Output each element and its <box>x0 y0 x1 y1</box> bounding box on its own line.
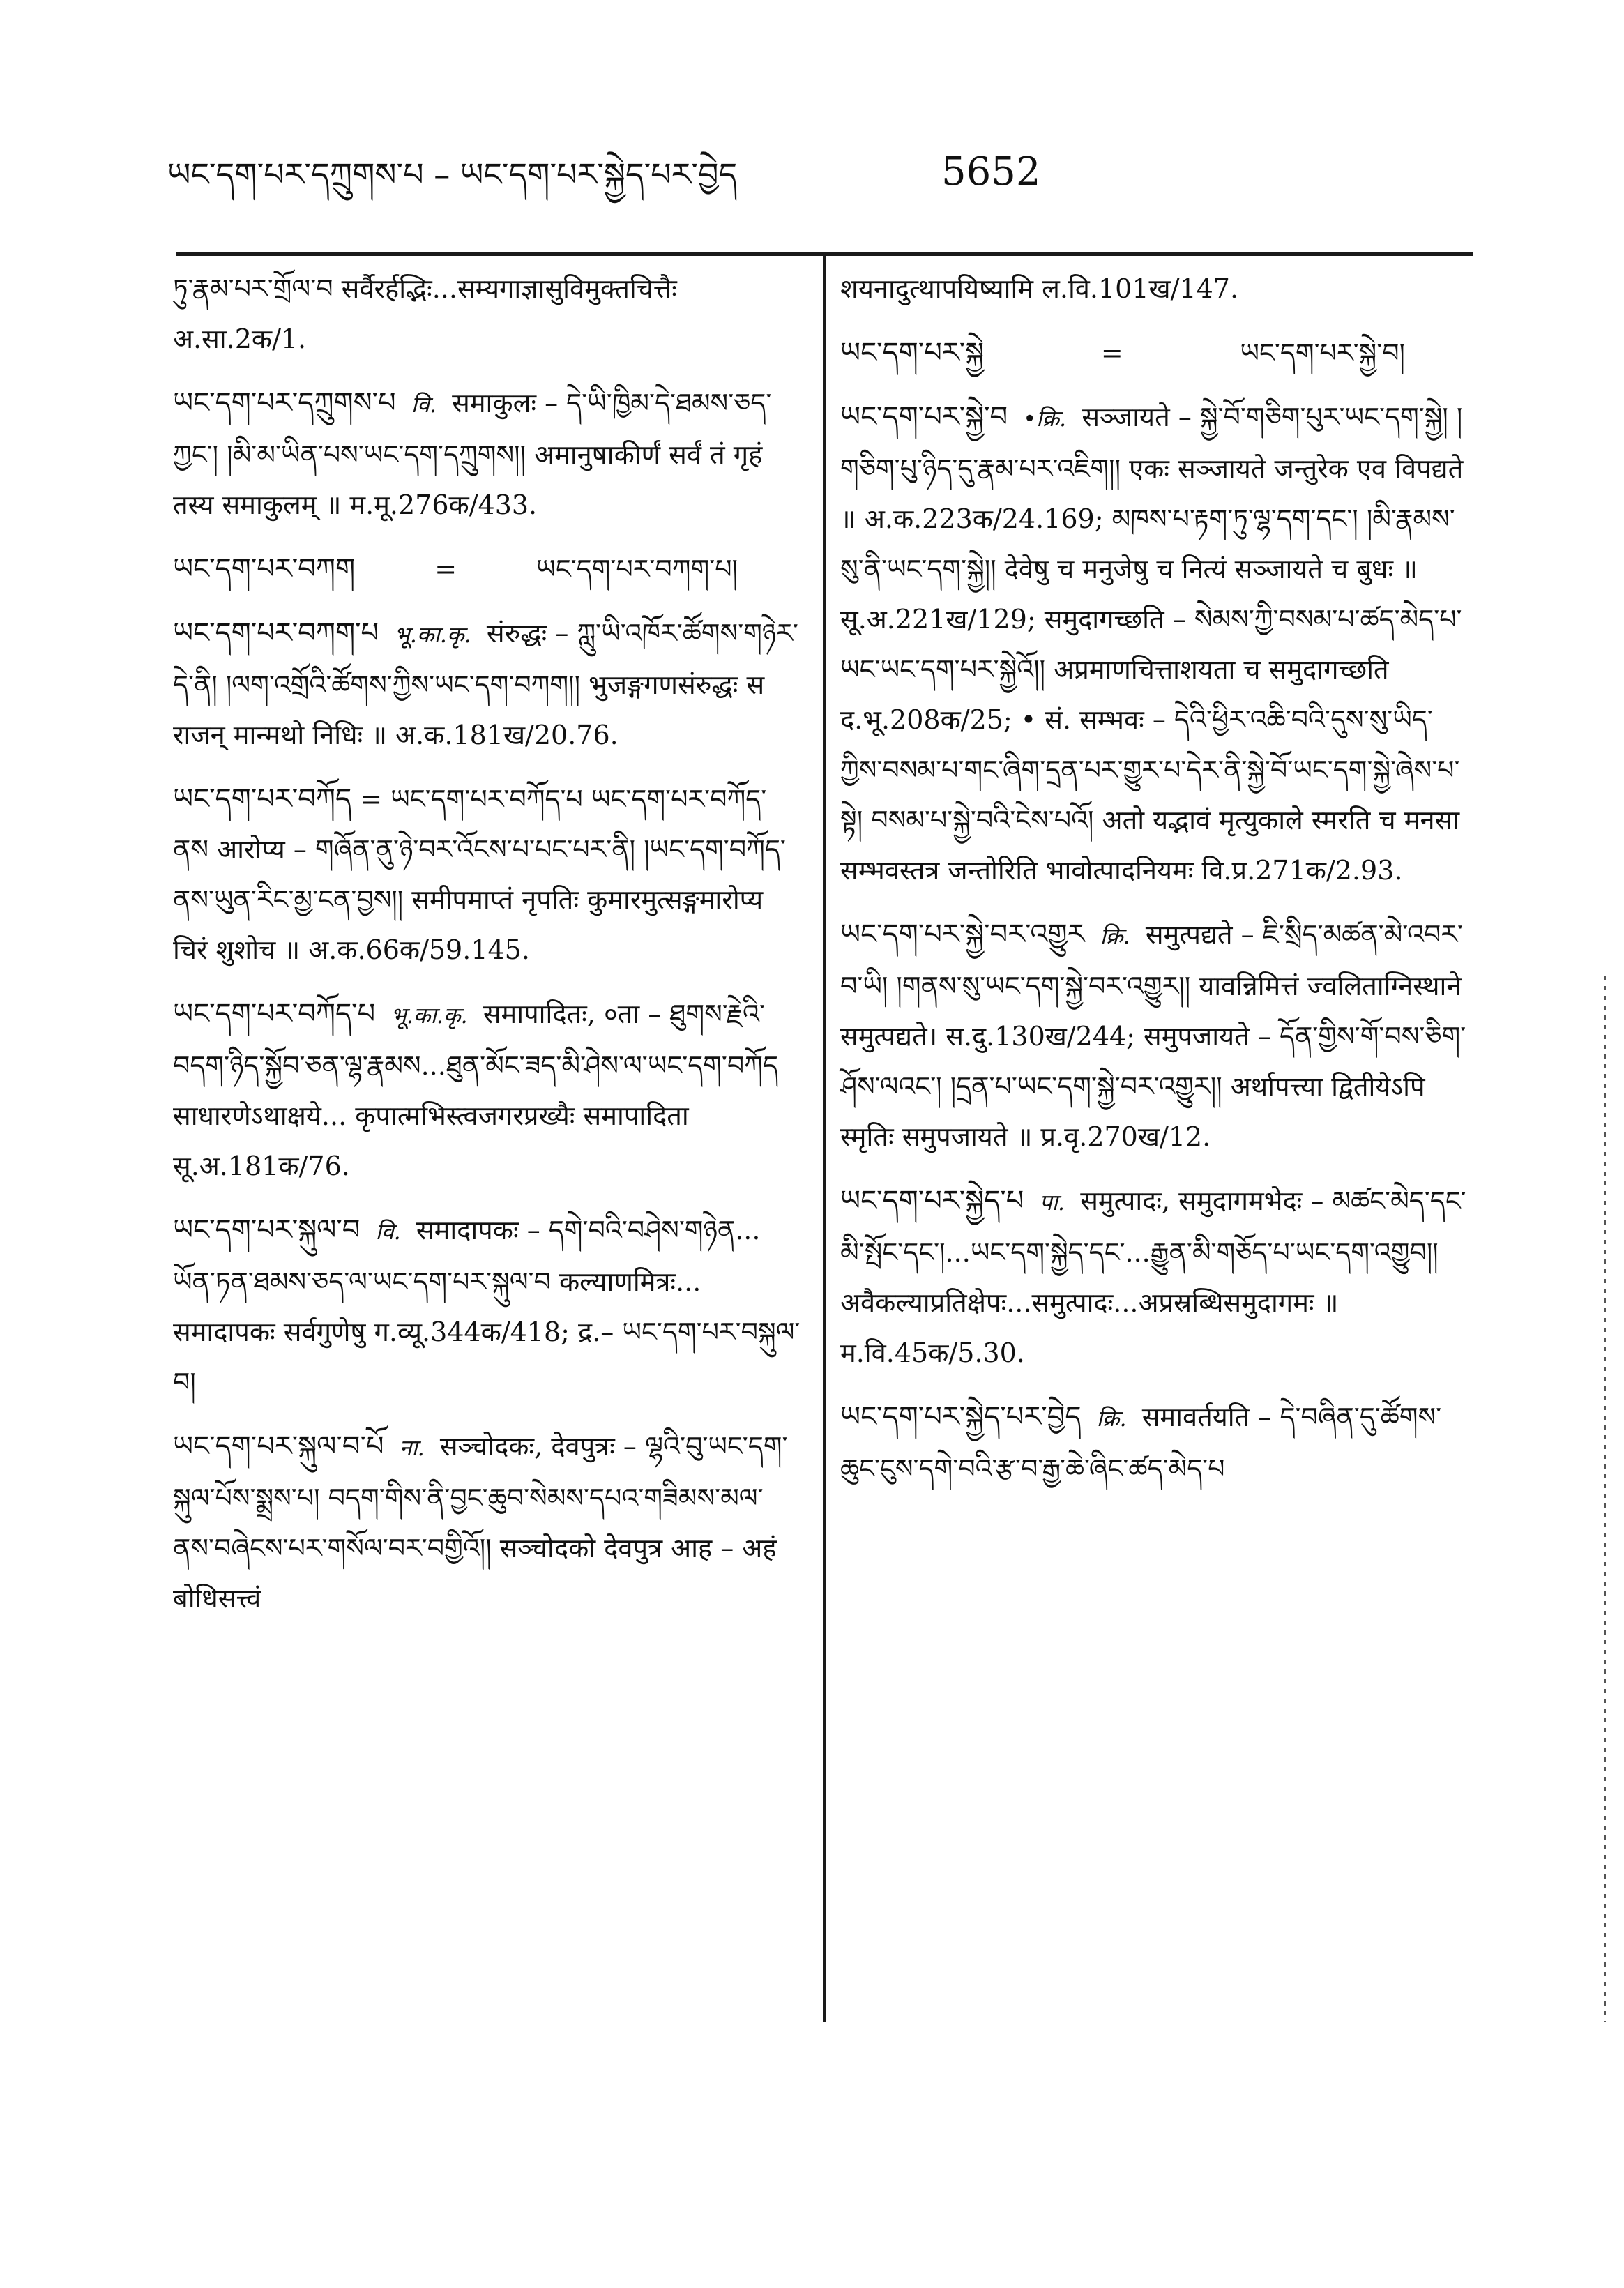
grammar-tag: •क्रि. <box>1023 405 1067 432</box>
entry-text: समुत्पादः, समुदागमभेदः – མཚང་མེད་དང་མི་སྤོང་དང་།...ཡང་དག་སྐྱེད་དང་...རྒྱུན་མི་གཅོད་པ་ཡང་དག་འགྱུབ།། अवैकल्याप्रतिक्षेपः...समुत्पादः...अप्रस्रब्धिसमुदागमः ॥ म.वि.45क/5.30. <box>840 1185 1466 1368</box>
entry-headword: ཡང་དག་པར་སྐུལ་བ་པོ <box>173 1430 384 1462</box>
entry-text: समुत्पद्यते – ཇི་སྲིད་མཚན་མེ་འབར་བ་ཡི། །གནས་སུ་ཡང་དག་སྐྱེ་བར་འགྱུར།། यावन्निमित्तं ज्वलिताग्निस्थाने समुत्पद्यते। स.दु.130ख/244; समुपजायते – དོན་གྱིས་གོ་བས་ཅིག་ཤོས་ལའང་། །དྲན་པ་ཡང་དག་སྐྱེ་བར་འགྱུར།། अर्थापत्त्या द्वितीयेऽपि स्मृतिः समुपजायते ॥ प्र.वृ.270ख/12. <box>840 919 1466 1152</box>
dictionary-entry <box>840 909 1468 1162</box>
entry-text: समादापकः – དགེ་བའི་བཤེས་གཉེན... ཡོན་ཏན་ཐམས་ཅད་ལ་ཡང་དག་པར་སྐུལ་བ कल्याणमित्रः... समादापकः सर्वगुणेषु ग.व्यू.344क/418; द्र.– ཡང་དག་པར་བསྐུལ་བ། <box>173 1215 800 1397</box>
entry-text: समापादितः, ०ता – ཐུགས་རྗེའི་བདག་ཉིད་སྐྱོབ་ཅན་ལྷ་རྣམས...ཐུན་མོང་ཟད་མི་ཤེས་ལ་ཡང་དག་བཀོད साधारणेऽथाक्षये... कृपात्मभिस्त्वजगरप्रख्यैः समापादिता सू.अ.181क/76. <box>173 999 779 1181</box>
entry-continuation <box>173 264 800 364</box>
grammar-tag: वि. <box>375 1218 401 1245</box>
grammar-tag: क्रि. <box>1100 923 1130 949</box>
reference-target: ཡང་དག་པར་སྐྱེ་བ། <box>1240 338 1405 368</box>
grammar-tag: भू.का.कृ. <box>394 621 471 648</box>
entry-headword: ཡང་དག་པར་སྐྱེ་བ <box>840 401 1008 433</box>
grammar-tag: पा. <box>1039 1189 1065 1215</box>
entry-continuation <box>840 264 1468 314</box>
entry-headword: ཡང་དག་པར་བཀོད <box>173 783 352 815</box>
entry-text: संरुद्धः – ཀླུ་ཡི་འཁོར་ཚོགས་གཉེར་དེ་ནི། །ལག་འགྲོའི་ཚོགས་ཀྱིས་ཡང་དག་བཀག།། भुजङ्गगणसंरुद्धः स राजन् मान्मथो निधिः ॥ अ.क.181ख/20.76. <box>173 618 798 750</box>
entry-headword: ཡང་དག་པར་སྐྱེད་པ <box>840 1185 1024 1217</box>
column-divider <box>823 252 826 2022</box>
dictionary-entry <box>173 378 800 530</box>
entry-headword: ཡང་དག་པར་སྐུལ་བ <box>173 1214 361 1246</box>
grammar-tag: भू.का.कृ. <box>390 1002 468 1029</box>
dictionary-entry <box>173 774 800 975</box>
grammar-tag: वि. <box>411 391 437 418</box>
running-header <box>167 139 1409 216</box>
headword-range: ཡང་དག་པར་དཀྲུགས་པ – ཡང་དག་པར་སྐྱེད་པར་བྱེད <box>167 156 738 193</box>
entry-headword: ཡང་དག་པར་བཀག་པ <box>173 617 379 649</box>
entry-text: ཡང་དག་པར་བཀོད་ནས आरोप्य – གཞོན་ནུ་ཉེ་བར་འོངས་པ་པང་པར་ནི། །ཡང་དག་བཀོད་ནས་ཡུན་རིང་མྱ་ངན་བྱས།། समीपमाप्तं नृपतिः कुमारमुत्सङ्गमारोप्य चिरं शुशोच ॥ अ.क.66क/59.145. <box>173 784 786 965</box>
entry-headword: ཡང་དག་པར་སྐྱེ་བར་འགྱུར <box>840 918 1085 950</box>
dictionary-entry <box>173 1205 800 1407</box>
cross-reference-entry <box>173 544 800 594</box>
page-number: 5652 <box>941 149 1041 195</box>
equals-reference: = ཡང་དག་པར་བཀོད་པ <box>360 784 583 815</box>
entry-text: सञ्जायते – སྐྱེ་བོ་གཅིག་པུར་ཡང་དག་སྐྱེ། །གཅིག་པུ་ཉིད་དུ་རྣམ་པར་འཇིག།། एकः सञ्जायते जन्तुरेक एव विपद्यते ॥ अ.क.223क/24.169; མཁས་པ་རྟག་ཏུ་ལྷ་དག་དང་། །མི་རྣམས་སུ་ནི་ཡང་དག་སྐྱེ།། देवेषु च मनुजेषु च नित्यं सञ्जायते च बुधः ॥ सू.अ.221ख/129; समुदागच्छति – སེམས་ཀྱི་བསམ་པ་ཚད་མེད་པ་ཡང་ཡང་དག་པར་སྐྱེའོ།། अप्रमाणचित्ताशयता च समुदागच्छति द.भू.208क/25; • सं. सम्भवः – དེའི་ཕྱིར་འཆི་བའི་དུས་སུ་ཡིད་ཀྱིས་བསམ་པ་གང་ཞིག་དྲན་པར་གྱུར་པ་དེར་ནི་སྐྱེ་བོ་ཡང་དག་སྐྱེ་ཞེས་པ་སྟེ། བསམ་པ་སྐྱེ་བའི་ངེས་པའོ། अतो यद्भावं मृत्युकाले स्मरति च मनसा सम्भवस्तत्र जन्तोरिति भावोत्पादनियमः वि.प्र.271क/2.93. <box>840 402 1464 886</box>
dictionary-entry <box>173 989 800 1191</box>
equals-sign: = <box>434 554 457 584</box>
grammar-tag: ना. <box>399 1434 425 1461</box>
grammar-tag: क्रि. <box>1096 1405 1127 1432</box>
cross-reference-entry <box>840 328 1468 378</box>
entry-headword: ཡང་དག་པར་བཀོད་པ <box>173 998 376 1030</box>
left-column <box>173 264 800 1637</box>
entry-text: समावर्तयति – དེ་བཞིན་དུ་ཚོགས་ཆུང་ངུས་དགེ་བའི་རྩ་བ་རྒྱ་ཆེ་ཞིང་ཚད་མེད་པ <box>840 1402 1442 1484</box>
entry-headword: ཡང་དག་པར་སྐྱེད་པར་བྱེད <box>840 1401 1082 1433</box>
entry-headword: ཡང་དག་པར་སྐྱེ <box>840 337 985 369</box>
entry-text: ཏུ་རྣམ་པར་གྲོལ་བ सर्वैरर्हद्भिः...सम्यगाज्ञासुविमुक्तचित्तैः अ.सा.2क/1. <box>173 273 677 354</box>
scan-edge <box>1604 976 1606 2022</box>
entry-headword: ཡང་དག་པར་བཀག <box>173 553 356 585</box>
dictionary-entry <box>840 1392 1468 1494</box>
entry-text: सञ्चोदकः, देवपुत्रः – ལྷའི་བུ་ཡང་དག་སྐུལ་པོས་སྨྲས་པ། བདག་གིས་ནི་བྱང་ཆུབ་སེམས་དཔའ་གཟིམས་མལ་ནས་བཞེངས་པར་གསོལ་བར་བགྱིའོ།། सञ्चोदको देवपुत्र आह – अहं बोधिसत्त्वं <box>173 1431 788 1614</box>
reference-target: ཡང་དག་པར་བཀག་པ། <box>536 554 738 584</box>
entry-headword: ཡང་དག་པར་དཀྲུགས་པ <box>173 387 396 419</box>
entry-text: समाकुलः – དེ་ཡི་ཁྱིམ་དེ་ཐམས་ཅད་ཀྱང་། །མི་མ་ཡིན་པས་ཡང་དག་དཀྲུགས།། अमानुषाकीर्णं सर्वं तं गृहं तस्य समाकुलम् ॥ म.मू.276क/433. <box>173 388 772 520</box>
equals-sign: = <box>1100 338 1123 368</box>
dictionary-entry <box>840 1176 1468 1378</box>
dictionary-entry <box>173 1421 800 1623</box>
entry-text: शयनादुत्थापयिष्यामि ल.वि.101ख/147. <box>840 273 1239 304</box>
dictionary-entry <box>840 392 1468 895</box>
dictionary-entry <box>173 608 800 760</box>
right-column <box>840 264 1468 1508</box>
